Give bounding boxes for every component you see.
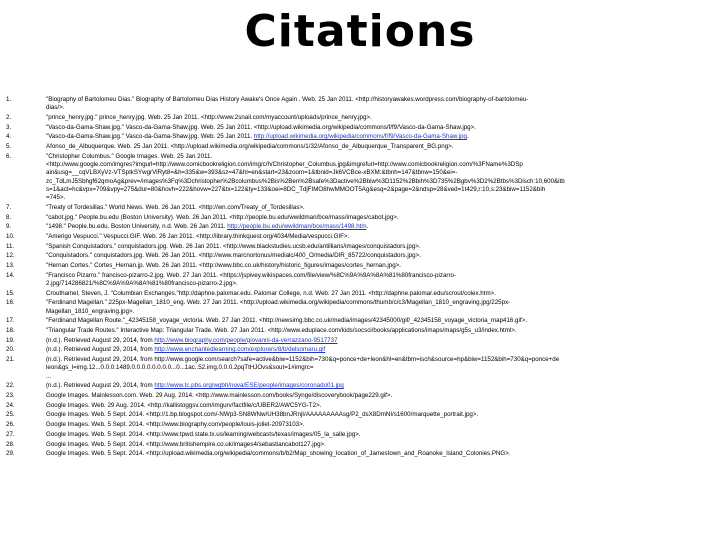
citation-number: 10. xyxy=(6,232,15,240)
citation-item xyxy=(6,337,714,345)
citation-item xyxy=(6,96,714,113)
citation-number: 2. xyxy=(6,113,12,121)
citation-text: "Ferdinand Magellan Route."_42345158_voyage_victoria. Web. 27 Jan 2011. <http://newsimg.bbc.co.uk/media/images/42345000/gif/_42345158_voyage_victoria_map416.gif>. xyxy=(46,317,527,325)
citation-number: 6. xyxy=(6,152,12,160)
citation-number: 12. xyxy=(6,252,15,260)
page-title: Citations xyxy=(244,6,476,57)
citation-item xyxy=(6,392,714,400)
citation-item xyxy=(6,299,714,316)
citation-number: 8. xyxy=(6,213,12,221)
citation-item xyxy=(6,153,714,203)
citation-text: "Christopher Columbus." Google Images. Web. 25 Jan 2011. <http://www.google.com/imgres?imgurl=http://www.comicbookreligion.com/img/c/h/Christopher_Columbus.jpg&imgrefurl=http://www.comicbookreligion.com/%3FName%3DSp ain&usg=__cqVLBXyVz-VTSpIkSYwgrVlRyt8=&h=335&w=393&sz=47&hl=en&start=23&zoom=1&tbnid=Jk6VCBce-xBXM:&tbnh=147&tbnw=150&ei=- zc_TdLmJ5Sbhgf62qmoAg&prev=/images%3Fq%3Dchristopher%2Bcolumbus%2Bis%2Ben%2Bsafe%3Dactive%2Bbiw%3D1152%2Bbih%3D735%2Bgbv%3D2%2Btbs%3Disch:10,600&itb s=1&act=hc&vpx=709&vpy=275&dur=80&hovh=222&hovw=227&tx=122&ty=133&oei=8DC_TdjFIMO8hwMMOOT5Ag&esq=2&page=2&ndsp=28&ved=1t429,r:10,s:23&biw=1152&bih =745>. xyxy=(46,152,565,202)
citation-text: Google Images. Web. 5 Sept. 2014. <http://1.bp.blogspot.com/-NWp3-SN8WNw/UH38bnJRnjI/AAAAAAAAAsg/P2_dsX8DmNI/s1600/marquette_portrait.jpg>. xyxy=(46,411,479,419)
citation-item xyxy=(6,317,714,325)
citation-link[interactable]: http://www.tc.pbs.org/wgbh/nova/ESE/people/images/coronado01.jpg xyxy=(154,382,344,390)
citation-link[interactable]: http://www.biography.com/people/giovanni-da-verrazzano-9517737 xyxy=(154,336,338,344)
citation-text: Afonso_de_Albuquerque. Web. 25 Jan 2011. <http://upload.wikimedia.org/wikipedia/commons/1/32/Afonso_de_Albuquerque_Transparent_BG.png>. xyxy=(46,143,454,151)
citation-item xyxy=(6,143,714,151)
citation-item xyxy=(6,290,714,298)
citation-text: Google Images. Mainlesson.com. Web. 29 Aug. 2014. <http://www.mainlesson.com/books/Synge/discoverybook/page229.gif>. xyxy=(46,392,393,400)
citation-number: 11. xyxy=(6,242,15,250)
citation-item xyxy=(6,124,714,132)
citation-item xyxy=(6,114,714,122)
citation-number: 5. xyxy=(6,143,12,151)
citation-text: "Triangular Trade Routes." Interactive Map: Triangular Trade. Web. 27 Jan 2011. <http://www.eduplace.com/kids/socsci/books/applications/imaps/maps/g5s_u3/index.html>. xyxy=(46,327,517,335)
citation-text: (n.d.). Retrieved August 29, 2014, from http://www.google.com/search?safe=active&biw=1152&bih=730&q=ponce+de+leon&hl=en&tbm=isch&source=hp&biw=1152&bih=730&q=ponce+de leon&gs_l=img.12...0.0.0.1489.0.0.0.0.0.0.0.0...0...1ac..52.img.0.0.0.2pqTtHJOvs&sout=1#imgrc= ... xyxy=(46,356,560,380)
citation-link[interactable]: http://www.enchantedlearning.com/explorers/8/b/delsomaru.gif xyxy=(154,346,326,354)
citation-text: (n.d.). Retrieved August 29, 2014, from http://www.enchantedlearning.com/explorers/8/b/delsomaru.gif xyxy=(46,346,326,354)
citation-number: 20. xyxy=(6,346,15,354)
citation-text: Google Images. Web. 5 Sept. 2014. <http://www.tpwd.state.tx.us/learning/webcasts/texas/images/05_la_salle.jpg>. xyxy=(46,430,361,438)
citation-number: 19. xyxy=(6,336,15,344)
citation-text: "Treaty of Tordesillas." World News. Web. 26 Jan 2011. <http://wn.com/Treaty_of_Tordesillas>. xyxy=(46,203,305,211)
citation-item xyxy=(6,421,714,429)
citation-text: Google Images. Web. 5 Sept. 2014. <http://www.biography.com/people/louis-joliet-20973103>. xyxy=(46,421,305,429)
citation-number: 16. xyxy=(6,299,15,307)
citation-text: "Ferdinand Magellan." 225px-Magellan_1810_eng. Web. 27 Jan 2011. <http://upload.wikimedia.org/wikipedia/commons/thumb/c/c3/Magellan_1810_engraving.jpg/225px- Magellan_1810_engraving.jpg>. xyxy=(46,299,511,315)
citation-text: "Amerigo Vespucci." Vespucci.GIF. Web. 26 Jan 2011. <http://library.thinkquest.org/4034/Media/vespucci.GIF>. xyxy=(46,232,350,240)
citation-number: 23. xyxy=(6,392,15,400)
citation-text: "Conquistadors." conquistadors.jpg. Web. 26 Jan 2011. <http://www.marcnortonus/medialc/400_O/media/DIR_85722/conquistadors.jpg>. xyxy=(46,252,421,260)
citation-text: "Vasco-da-Gama-Shaw.jpg." Vasco-da-Gama-Shaw.jpg. Web. 25 Jan 2011. <http://upload.wikimedia.org/wikipedia/commons/f/f9/Vasco-da-Gama-Shaw.jpg>. xyxy=(46,123,476,131)
citation-item xyxy=(6,272,714,289)
citation-number: 17. xyxy=(6,317,15,325)
citation-item xyxy=(6,204,714,212)
citation-text: (n.d.). Retrieved August 29, 2014, from http://www.tc.pbs.org/wgbh/nova/ESE/people/images/coronado01.jpg xyxy=(46,382,344,390)
citation-text: "prince_henry.jpg." prince_henry.jpg. Web. 25 Jan 2011. <http://www.2snail.com/myaccount/uploads/prince_henry.jpg>. xyxy=(46,113,372,121)
citation-item xyxy=(6,133,714,141)
citation-number: 15. xyxy=(6,289,15,297)
citation-item xyxy=(6,223,714,231)
citation-number: 3. xyxy=(6,123,12,131)
citation-item xyxy=(6,402,714,410)
citation-text: "Biography of Bartolomeu Dias." Biography of Bartolomeu Dias History Awake's Once Again . Web. 25 Jan 2011. <http://historyawakes.wordpress.com/biography-of-bartolomeu- dias/>. xyxy=(46,96,529,112)
citation-number: 22. xyxy=(6,382,15,390)
citation-number: 21. xyxy=(6,356,15,364)
citation-number: 4. xyxy=(6,133,12,141)
citation-number: 9. xyxy=(6,223,12,231)
citation-link[interactable]: http://people.bu.edu/wwildman/bce/mass/1498.htm xyxy=(227,223,367,231)
citation-text: "Hernan Cortes." Cortes_Hernan.jp. Web. 26 Jan 2011. <http://www.bbc.co.uk/history/historic_figures/images/cortes_hernan.jpg>. xyxy=(46,262,401,270)
citation-text: "1498." People.bu.edu. Boston University, n.d. Web. 26 Jan 2011. http://people.bu.edu/wwildman/bce/mass/1498.htm. xyxy=(46,223,369,231)
citation-number: 24. xyxy=(6,401,15,409)
citation-number: 29. xyxy=(6,450,15,458)
citation-item xyxy=(6,214,714,222)
citation-item xyxy=(6,441,714,449)
citation-item xyxy=(6,450,714,458)
citation-text: "Spanish Conquistadors." conquistadors.jpg. Web. 26 Jan 2011. <http://www.blackstudies.ucsb.edu/antillians/images/conquistadors.jpg>. xyxy=(46,242,421,250)
citation-item xyxy=(6,252,714,260)
citation-item xyxy=(6,327,714,335)
citation-number: 27. xyxy=(6,430,15,438)
citation-number: 18. xyxy=(6,327,15,335)
citation-number: 13. xyxy=(6,262,15,270)
citation-item xyxy=(6,431,714,439)
citation-item xyxy=(6,262,714,270)
citation-item xyxy=(6,243,714,251)
citation-item xyxy=(6,346,714,354)
citation-item xyxy=(6,411,714,419)
citation-number: 25. xyxy=(6,411,15,419)
citation-text: "Francisco Pizarro." francisco-pizarro-2.jpg. Web. 27 Jan 2011. <https://jspivey.wikispaces.com/file/view/%8C%9A%9A%8A%81%80francisco-pizarro- 2.jpg/714286821/%8C%9A%9A%8A%81%80francisco-pizarro-2.jpg>. xyxy=(46,271,457,288)
citation-text: "cabot.jpg." People.bu.edu (Boston University). Web. 26 Jan 2011. <http://people.bu.edu/wwildman/bce/mass/images/cabot.jpg>. xyxy=(46,213,399,221)
citation-text: Google Images. Web. 29 Aug. 2014. <http://kallistoggsv.com/imgurv/factfile/c/UBER2/AWC5YG-T2>. xyxy=(46,401,322,409)
citation-text: "Vasco-da-Gama-Shaw.jpg." Vasco-da-Gama-Shaw.jpg. Web. 25 Jan 2011. http://upload.wikimedia.org/wikipedia/commons/f/f9/Vasco-da-Gama-Shaw.jpg. xyxy=(46,133,469,141)
citation-number: 1. xyxy=(6,96,12,103)
citation-list xyxy=(6,96,714,460)
citation-item xyxy=(6,356,714,381)
citation-text: Google Images. Web. 5 Sept. 2014. <http://upload.wikimedia.org/wikipedia/commons/b/b2/Map_showing_location_of_Jamestown_and_Roanoke_Island_Colonies.PNG>. xyxy=(46,450,511,458)
citation-number: 7. xyxy=(6,203,12,211)
citation-text: Google Images. Web. 5 Sept. 2014. <http://www.britishempire.co.uk/images4/sebastiancabot127.jpg>. xyxy=(46,440,326,448)
citation-item xyxy=(6,382,714,390)
citation-item xyxy=(6,233,714,241)
citation-number: 26. xyxy=(6,421,15,429)
citation-text: Crouthamel, Steven, J. "Columbian Exchanges."http://daphne.palomar.edu. Palomar College, n.d. Web. 27 Jan 2011. <http://daphne.palomar.edu/scrout/colex.htm>. xyxy=(46,289,496,297)
citation-number: 14. xyxy=(6,271,15,279)
citation-link[interactable]: http://upload.wikimedia.org/wikipedia/commons/f/f9/Vasco-da-Gama-Shaw.jpg xyxy=(253,133,468,141)
citation-text: (n.d.). Retrieved August 29, 2014, from http://www.biography.com/people/giovanni-da-verrazzano-9517737 xyxy=(46,336,338,344)
citation-number: 28. xyxy=(6,440,15,448)
